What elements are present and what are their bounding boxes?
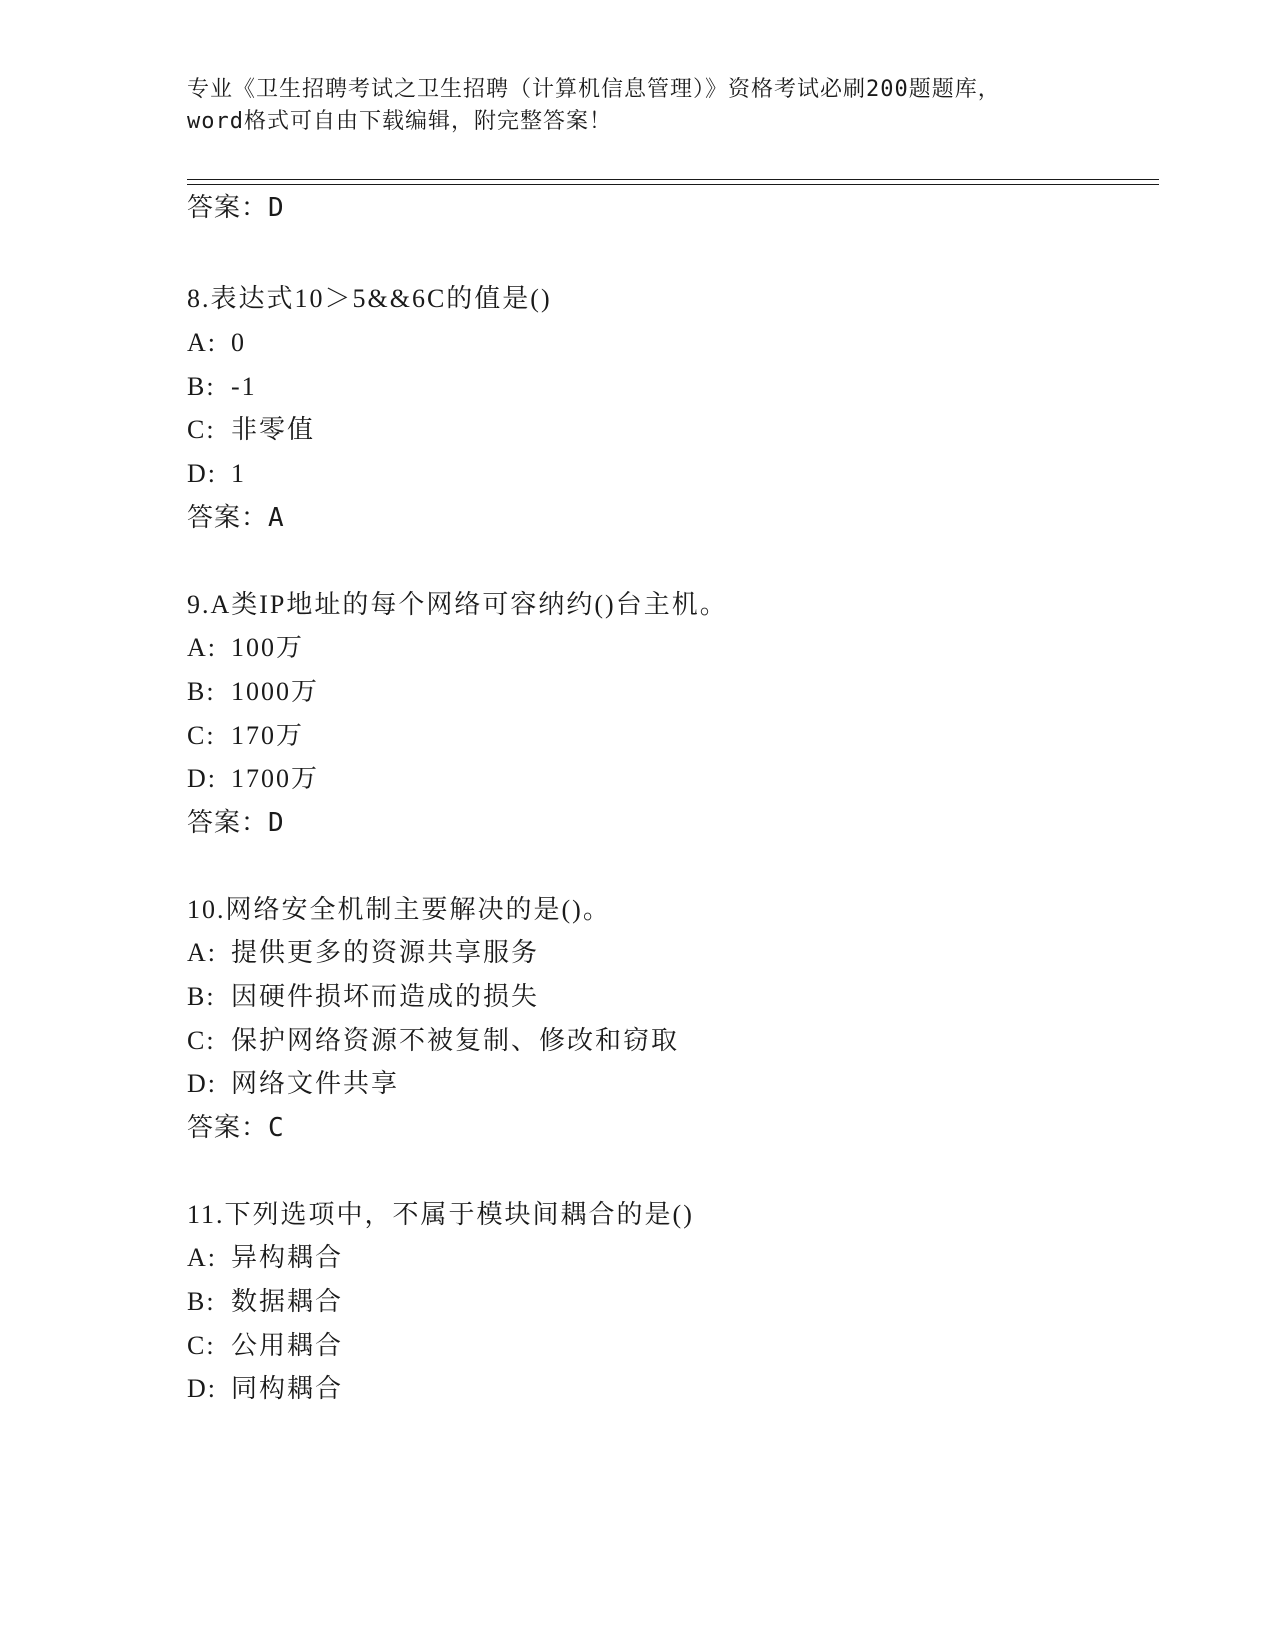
question-9-stem: 9.A类IP地址的每个网络可容纳约()台主机。 bbox=[187, 590, 728, 619]
question-11-option-b: B: 数据耦合 bbox=[187, 1287, 344, 1316]
question-10-option-a: A: 提供更多的资源共享服务 bbox=[187, 938, 540, 967]
question-9-option-d: D: 1700万 bbox=[187, 764, 320, 793]
question-11-option-d: D: 同构耦合 bbox=[187, 1374, 344, 1403]
question-10-option-c: C: 保护网络资源不被复制、修改和窃取 bbox=[187, 1026, 680, 1055]
question-11-option-a: A: 异构耦合 bbox=[187, 1243, 344, 1272]
question-9-answer: 答案：D bbox=[187, 808, 285, 838]
question-8-option-b: B: -1 bbox=[187, 372, 257, 401]
question-8-option-a: A: 0 bbox=[187, 328, 246, 357]
answer-previous: 答案：D bbox=[187, 193, 285, 223]
question-8-stem: 8.表达式10＞5&&6C的值是() bbox=[187, 284, 552, 313]
question-9-option-b: B: 1000万 bbox=[187, 677, 320, 706]
header-divider-bottom bbox=[187, 184, 1159, 185]
question-9-option-a: A: 100万 bbox=[187, 633, 305, 662]
question-11-stem: 11.下列选项中，不属于模块间耦合的是() bbox=[187, 1200, 694, 1229]
question-10-answer: 答案：C bbox=[187, 1113, 285, 1143]
question-11-option-c: C: 公用耦合 bbox=[187, 1331, 344, 1360]
header-line-2: word格式可自由下载编辑，附完整答案！ bbox=[187, 109, 612, 134]
question-10-option-d: D: 网络文件共享 bbox=[187, 1069, 400, 1098]
header-divider-top bbox=[187, 179, 1159, 180]
question-8-answer: 答案：A bbox=[187, 503, 285, 533]
question-10-option-b: B: 因硬件损坏而造成的损失 bbox=[187, 982, 540, 1011]
question-8-option-c: C: 非零值 bbox=[187, 415, 316, 444]
question-10-stem: 10.网络安全机制主要解决的是()。 bbox=[187, 895, 611, 924]
question-9-option-c: C: 170万 bbox=[187, 721, 305, 750]
header-line-1: 专业《卫生招聘考试之卫生招聘（计算机信息管理）》资格考试必刷200题题库， bbox=[187, 77, 1001, 102]
document-header bbox=[187, 74, 1087, 138]
question-8-option-d: D: 1 bbox=[187, 459, 246, 488]
